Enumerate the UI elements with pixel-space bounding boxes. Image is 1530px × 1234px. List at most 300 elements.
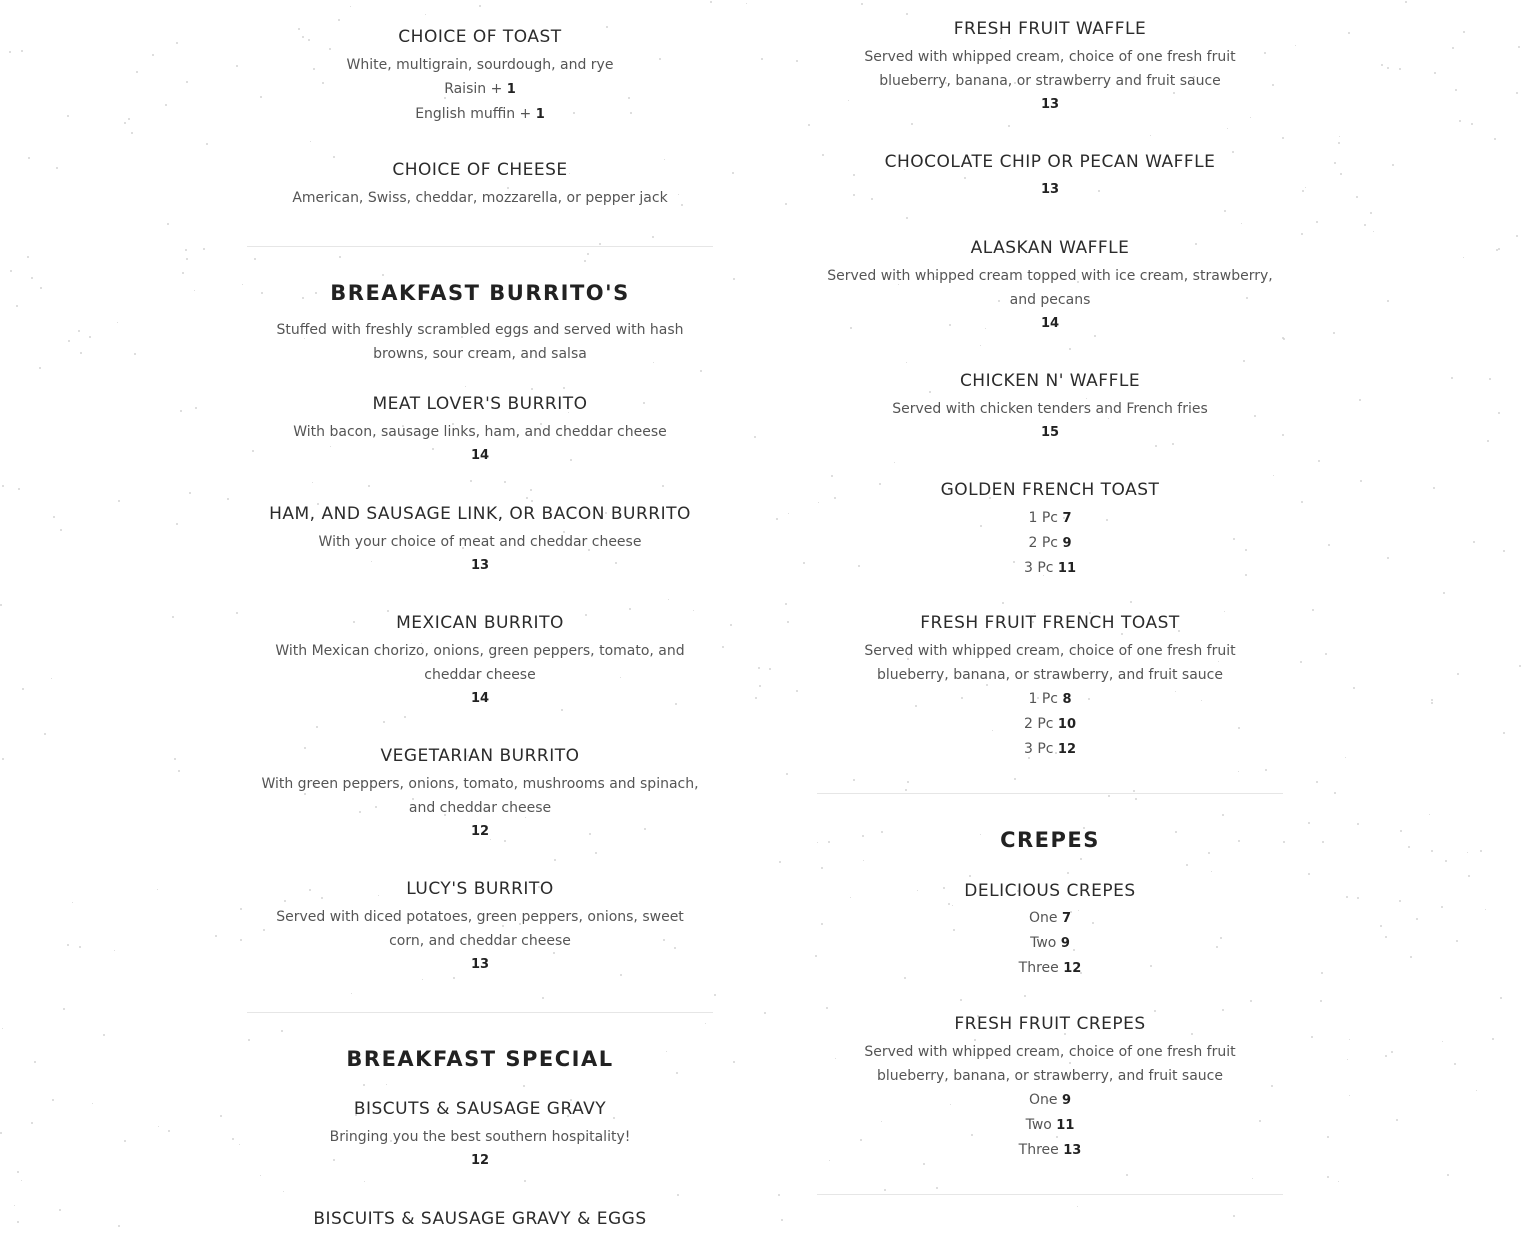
paper-speck bbox=[1338, 1181, 1339, 1182]
paper-speck bbox=[531, 388, 533, 390]
paper-speck bbox=[31, 277, 33, 279]
paper-speck bbox=[189, 492, 191, 494]
paper-speck bbox=[1503, 550, 1505, 552]
paper-speck bbox=[1311, 1036, 1313, 1038]
paper-speck bbox=[470, 480, 472, 482]
paper-speck bbox=[759, 685, 761, 687]
paper-speck bbox=[1208, 852, 1210, 854]
paper-speck bbox=[1250, 117, 1251, 118]
price: 10 bbox=[1057, 717, 1077, 732]
paper-speck bbox=[39, 367, 41, 369]
item-description: American, Swiss, cheddar, mozzarella, or pepper jack bbox=[292, 190, 668, 206]
paper-speck bbox=[239, 1144, 240, 1145]
paper-speck bbox=[884, 1189, 886, 1191]
paper-speck bbox=[526, 497, 528, 499]
paper-speck bbox=[1222, 1009, 1224, 1011]
section-divider bbox=[247, 246, 713, 247]
paper-speck bbox=[158, 1126, 159, 1127]
price: 7 bbox=[1061, 911, 1071, 926]
paper-speck bbox=[167, 223, 169, 225]
paper-speck bbox=[134, 353, 136, 355]
paper-speck bbox=[1339, 136, 1340, 137]
menu-item-chocolate-chip-pecan-waffle bbox=[817, 151, 1283, 202]
paper-speck bbox=[232, 1138, 234, 1140]
price: 9 bbox=[1061, 1093, 1071, 1108]
option-two: Two 11 bbox=[1025, 1117, 1075, 1133]
paper-speck bbox=[242, 284, 243, 285]
paper-speck bbox=[652, 236, 654, 238]
paper-speck bbox=[1327, 1136, 1329, 1138]
paper-speck bbox=[351, 993, 352, 994]
section-divider bbox=[817, 793, 1283, 794]
paper-speck bbox=[710, 1, 712, 3]
paper-speck bbox=[80, 352, 82, 354]
paper-speck bbox=[1301, 501, 1303, 503]
paper-speck bbox=[936, 1187, 938, 1189]
option-raisin: Raisin + 1 bbox=[444, 81, 516, 97]
paper-speck bbox=[176, 42, 178, 44]
paper-speck bbox=[761, 58, 763, 60]
paper-speck bbox=[584, 260, 586, 262]
paper-speck bbox=[1305, 187, 1306, 188]
paper-speck bbox=[826, 1007, 828, 1009]
item-title: VEGETARIAN BURRITO bbox=[380, 746, 580, 766]
paper-speck bbox=[1008, 125, 1010, 127]
item-description: Served with chicken tenders and French fries bbox=[892, 401, 1208, 417]
paper-speck bbox=[1519, 665, 1521, 667]
paper-speck bbox=[1238, 771, 1239, 772]
price: 12 bbox=[1063, 961, 1082, 976]
option-3-pc: 3 Pc 12 bbox=[1023, 741, 1077, 757]
paper-speck bbox=[1308, 822, 1310, 824]
paper-speck bbox=[700, 370, 702, 372]
paper-speck bbox=[714, 994, 716, 996]
paper-speck bbox=[22, 688, 24, 690]
item-title: FRESH FRUIT CREPES bbox=[954, 1014, 1146, 1034]
paper-speck bbox=[1454, 1063, 1456, 1065]
paper-speck bbox=[1431, 850, 1433, 852]
paper-speck bbox=[1387, 557, 1389, 559]
paper-speck bbox=[136, 71, 138, 73]
option-1-pc: 1 Pc 7 bbox=[1028, 510, 1072, 526]
paper-speck bbox=[1457, 673, 1459, 675]
option-three: Three 13 bbox=[1018, 1142, 1082, 1158]
paper-speck bbox=[1476, 1090, 1477, 1091]
paper-speck bbox=[1150, 135, 1151, 136]
paper-speck bbox=[1387, 67, 1389, 69]
paper-speck bbox=[215, 935, 217, 937]
item-title: LUCY'S BURRITO bbox=[406, 879, 554, 899]
paper-speck bbox=[1301, 233, 1303, 235]
paper-speck bbox=[422, 979, 423, 980]
paper-speck bbox=[808, 124, 810, 126]
paper-speck bbox=[220, 1115, 222, 1117]
item-title: MEAT LOVER'S BURRITO bbox=[372, 394, 588, 414]
paper-speck bbox=[1487, 440, 1489, 442]
paper-speck bbox=[1300, 661, 1302, 663]
paper-speck bbox=[1014, 778, 1016, 780]
menu-item-ham-sausage-bacon-burrito bbox=[247, 503, 713, 578]
paper-speck bbox=[248, 1039, 250, 1041]
paper-speck bbox=[524, 1180, 526, 1182]
paper-speck bbox=[118, 1225, 120, 1227]
item-description: Served with whipped cream, choice of one fresh fruit blueberry, banana, or strawberry, and fruit sauce bbox=[864, 1044, 1236, 1084]
paper-speck bbox=[969, 875, 971, 877]
paper-speck bbox=[53, 516, 55, 518]
paper-speck bbox=[1500, 997, 1502, 999]
paper-speck bbox=[1357, 897, 1359, 899]
paper-speck bbox=[1503, 732, 1505, 734]
item-description: Served with diced potatoes, green peppers, onions, sweet corn, and cheddar cheese bbox=[276, 909, 684, 949]
paper-speck bbox=[240, 908, 242, 910]
paper-speck bbox=[1316, 221, 1318, 223]
paper-speck bbox=[705, 1023, 706, 1024]
price: 13 bbox=[1063, 1143, 1082, 1158]
item-title: CHOICE OF TOAST bbox=[398, 27, 562, 47]
paper-speck bbox=[131, 132, 133, 134]
paper-speck bbox=[1243, 360, 1245, 362]
price: 13 bbox=[470, 957, 490, 972]
paper-speck bbox=[778, 1194, 780, 1196]
price: 13 bbox=[1040, 182, 1060, 197]
paper-speck bbox=[1364, 224, 1366, 226]
paper-speck bbox=[182, 272, 184, 274]
paper-speck bbox=[363, 1084, 365, 1086]
paper-speck bbox=[203, 248, 205, 250]
price: 8 bbox=[1062, 692, 1072, 707]
paper-speck bbox=[980, 345, 981, 346]
paper-speck bbox=[1516, 235, 1518, 237]
paper-speck bbox=[92, 1103, 93, 1104]
paper-speck bbox=[781, 1219, 783, 1221]
paper-speck bbox=[1405, 1, 1407, 3]
paper-speck bbox=[853, 779, 855, 781]
paper-speck bbox=[1224, 210, 1226, 212]
paper-speck bbox=[764, 1012, 766, 1014]
paper-speck bbox=[1489, 378, 1491, 380]
price: 9 bbox=[1060, 936, 1070, 951]
paper-speck bbox=[1445, 860, 1447, 862]
paper-speck bbox=[733, 1061, 735, 1063]
paper-speck bbox=[1385, 936, 1387, 938]
paper-speck bbox=[523, 1085, 525, 1087]
paper-speck bbox=[906, 217, 908, 219]
paper-speck bbox=[787, 621, 789, 623]
paper-speck bbox=[1346, 896, 1348, 898]
paper-speck bbox=[1468, 875, 1470, 877]
paper-speck bbox=[1154, 1010, 1156, 1012]
paper-speck bbox=[1356, 196, 1358, 198]
paper-speck bbox=[1455, 89, 1457, 91]
paper-speck bbox=[333, 156, 335, 158]
price: 11 bbox=[1057, 561, 1077, 576]
paper-speck bbox=[89, 336, 91, 338]
menu-item-delicious-crepes bbox=[817, 880, 1283, 981]
paper-speck bbox=[1349, 1039, 1350, 1040]
paper-speck bbox=[453, 977, 455, 979]
paper-speck bbox=[821, 867, 823, 869]
paper-speck bbox=[479, 5, 481, 7]
paper-speck bbox=[595, 852, 597, 854]
paper-speck bbox=[1067, 872, 1069, 874]
price: 14 bbox=[1040, 316, 1060, 331]
paper-speck bbox=[28, 157, 30, 159]
paper-speck bbox=[118, 500, 120, 502]
paper-speck bbox=[785, 603, 787, 605]
paper-speck bbox=[732, 172, 734, 174]
paper-speck bbox=[186, 258, 188, 260]
paper-speck bbox=[1456, 940, 1458, 942]
paper-speck bbox=[124, 122, 126, 124]
paper-speck bbox=[758, 667, 760, 669]
item-title: HAM, AND SAUSAGE LINK, OR BACON BURRITO bbox=[269, 504, 691, 524]
paper-speck bbox=[27, 256, 29, 258]
paper-speck bbox=[1473, 541, 1475, 543]
option-two: Two 9 bbox=[1030, 935, 1070, 951]
paper-speck bbox=[283, 1191, 284, 1192]
section-divider bbox=[247, 1012, 713, 1013]
paper-speck bbox=[1498, 248, 1500, 250]
paper-speck bbox=[722, 646, 724, 648]
paper-speck bbox=[114, 950, 115, 951]
paper-speck bbox=[1328, 544, 1330, 546]
section-title-crepes: CREPES bbox=[1000, 828, 1100, 852]
paper-speck bbox=[0, 604, 2, 606]
item-title: CHOCOLATE CHIP OR PECAN WAFFLE bbox=[884, 152, 1216, 172]
paper-speck bbox=[404, 716, 406, 718]
paper-speck bbox=[1241, 223, 1242, 224]
paper-speck bbox=[152, 54, 154, 56]
paper-speck bbox=[1338, 142, 1340, 144]
paper-speck bbox=[1186, 864, 1188, 866]
paper-speck bbox=[1492, 1038, 1494, 1040]
paper-speck bbox=[310, 141, 311, 142]
paper-speck bbox=[1416, 918, 1418, 920]
paper-speck bbox=[1516, 92, 1518, 94]
paper-speck bbox=[1334, 162, 1336, 164]
paper-speck bbox=[776, 518, 778, 520]
paper-speck bbox=[21, 1180, 22, 1181]
price: 15 bbox=[1040, 425, 1060, 440]
price: 13 bbox=[470, 558, 490, 573]
option-2-pc: 2 Pc 10 bbox=[1023, 716, 1077, 732]
paper-speck bbox=[236, 612, 238, 614]
paper-speck bbox=[18, 488, 20, 490]
paper-speck bbox=[769, 668, 771, 670]
paper-speck bbox=[1135, 798, 1137, 800]
item-description: With green peppers, onions, tomato, mushrooms and spinach, and cheddar cheese bbox=[261, 776, 699, 816]
paper-speck bbox=[79, 946, 81, 948]
paper-speck bbox=[386, 1084, 387, 1085]
paper-speck bbox=[1471, 123, 1473, 125]
paper-speck bbox=[905, 789, 907, 791]
paper-speck bbox=[78, 330, 80, 332]
item-title: BISCUITS & SAUSAGE GRAVY & EGGS bbox=[313, 1209, 647, 1229]
paper-speck bbox=[206, 143, 208, 145]
paper-speck bbox=[662, 485, 664, 487]
paper-speck bbox=[1360, 480, 1362, 482]
paper-speck bbox=[425, 14, 426, 15]
price: 1 bbox=[535, 107, 545, 122]
paper-speck bbox=[1327, 1176, 1329, 1178]
paper-speck bbox=[911, 123, 913, 125]
paper-speck bbox=[1387, 300, 1389, 302]
price: 12 bbox=[1057, 742, 1077, 757]
paper-speck bbox=[1222, 814, 1224, 816]
paper-speck bbox=[803, 562, 805, 564]
paper-speck bbox=[755, 697, 757, 699]
paper-speck bbox=[1518, 46, 1520, 48]
paper-speck bbox=[1211, 871, 1212, 872]
price: 9 bbox=[1062, 536, 1072, 551]
paper-speck bbox=[1429, 814, 1430, 815]
paper-speck bbox=[1322, 841, 1324, 843]
paper-speck bbox=[17, 1171, 19, 1173]
price: 14 bbox=[470, 448, 490, 463]
paper-speck bbox=[2, 758, 4, 760]
menu-item-choice-of-cheese bbox=[247, 159, 713, 210]
menu-item-golden-french-toast bbox=[817, 479, 1283, 581]
paper-speck bbox=[1349, 1095, 1350, 1096]
item-description: Bringing you the best southern hospitality! bbox=[329, 1129, 631, 1145]
paper-speck bbox=[1443, 592, 1445, 594]
paper-speck bbox=[1320, 1000, 1322, 1002]
paper-speck bbox=[2, 1028, 3, 1029]
item-description: Served with whipped cream, choice of one fresh fruit blueberry, banana, or strawberry and fruit sauce bbox=[864, 49, 1236, 89]
paper-speck bbox=[894, 462, 895, 463]
paper-speck bbox=[693, 610, 694, 611]
paper-speck bbox=[746, 3, 747, 4]
paper-speck bbox=[831, 475, 833, 477]
paper-speck bbox=[1359, 399, 1361, 401]
paper-speck bbox=[531, 500, 533, 502]
paper-speck bbox=[1316, 781, 1318, 783]
paper-speck bbox=[1452, 47, 1454, 49]
paper-speck bbox=[1442, 1041, 1443, 1042]
paper-speck bbox=[906, 13, 908, 15]
price: 12 bbox=[470, 1153, 490, 1168]
paper-speck bbox=[1273, 475, 1274, 476]
menu-item-choice-of-toast bbox=[247, 26, 713, 127]
paper-speck bbox=[923, 1163, 925, 1165]
paper-speck bbox=[677, 1194, 679, 1196]
paper-speck bbox=[176, 523, 178, 525]
paper-speck bbox=[1463, 31, 1465, 33]
paper-speck bbox=[668, 599, 669, 600]
paper-speck bbox=[1498, 412, 1500, 414]
paper-speck bbox=[1480, 850, 1482, 852]
paper-speck bbox=[368, 485, 370, 487]
paper-speck bbox=[312, 482, 313, 483]
paper-speck bbox=[676, 1072, 678, 1074]
paper-speck bbox=[40, 287, 42, 289]
paper-speck bbox=[51, 678, 52, 679]
paper-speck bbox=[128, 118, 130, 120]
paper-speck bbox=[168, 1130, 170, 1132]
paper-speck bbox=[1459, 120, 1461, 122]
paper-speck bbox=[1431, 699, 1433, 701]
item-description: Served with whipped cream, choice of one fresh fruit blueberry, banana, or strawberry, and fruit sauce bbox=[864, 643, 1236, 683]
paper-speck bbox=[1347, 1059, 1348, 1060]
menu-item-chicken-n-waffle bbox=[817, 370, 1283, 445]
paper-speck bbox=[504, 481, 506, 483]
paper-speck bbox=[1400, 830, 1402, 832]
paper-speck bbox=[338, 19, 340, 21]
paper-speck bbox=[178, 770, 180, 772]
paper-speck bbox=[254, 258, 256, 260]
paper-speck bbox=[59, 1209, 61, 1211]
paper-speck bbox=[17, 1221, 19, 1223]
paper-speck bbox=[1227, 128, 1228, 129]
item-title: CHICKEN N' WAFFLE bbox=[959, 371, 1141, 391]
paper-speck bbox=[34, 1061, 36, 1063]
item-title: FRESH FRUIT FRENCH TOAST bbox=[920, 613, 1180, 633]
paper-speck bbox=[1312, 609, 1314, 611]
paper-speck bbox=[339, 256, 341, 258]
paper-speck bbox=[1295, 45, 1296, 46]
price: 14 bbox=[470, 691, 490, 706]
price: 1 bbox=[506, 82, 516, 97]
paper-speck bbox=[124, 1140, 126, 1142]
paper-speck bbox=[172, 616, 174, 618]
paper-speck bbox=[227, 498, 229, 500]
paper-speck bbox=[56, 167, 58, 169]
item-title: CHOICE OF CHEESE bbox=[392, 160, 568, 180]
menu-item-fresh-fruit-french-toast bbox=[817, 612, 1283, 762]
paper-speck bbox=[1348, 32, 1350, 34]
paper-speck bbox=[67, 944, 69, 946]
paper-speck bbox=[785, 203, 787, 205]
paper-speck bbox=[186, 81, 188, 83]
paper-speck bbox=[165, 104, 167, 106]
paper-speck bbox=[754, 436, 756, 438]
paper-speck bbox=[1252, 1178, 1253, 1179]
paper-speck bbox=[1451, 377, 1453, 379]
paper-speck bbox=[52, 1099, 54, 1101]
paper-speck bbox=[1408, 846, 1410, 848]
paper-speck bbox=[1334, 792, 1336, 794]
item-description: Served with whipped cream topped with ice cream, strawberry, and pecans bbox=[827, 268, 1273, 308]
item-title: MEXICAN BURRITO bbox=[396, 613, 564, 633]
paper-speck bbox=[236, 65, 238, 67]
item-description: With bacon, sausage links, ham, and cheddar cheese bbox=[293, 424, 667, 440]
item-description: With your choice of meat and cheddar cheese bbox=[318, 534, 642, 550]
paper-speck bbox=[1283, 841, 1285, 843]
paper-speck bbox=[1380, 925, 1382, 927]
paper-speck bbox=[788, 513, 789, 514]
option-2-pc: 2 Pc 9 bbox=[1028, 535, 1072, 551]
option-3-pc: 3 Pc 11 bbox=[1023, 560, 1077, 576]
paper-speck bbox=[260, 1175, 261, 1176]
paper-speck bbox=[906, 362, 907, 363]
paper-speck bbox=[1308, 873, 1310, 875]
paper-speck bbox=[316, 726, 318, 728]
paper-speck bbox=[240, 939, 242, 941]
paper-speck bbox=[1002, 602, 1004, 604]
paper-speck bbox=[1392, 164, 1394, 166]
paper-speck bbox=[1126, 1174, 1128, 1176]
paper-speck bbox=[383, 721, 385, 723]
paper-speck bbox=[63, 1008, 65, 1010]
paper-speck bbox=[960, 999, 962, 1001]
section-title-breakfast-burritos: BREAKFAST BURRITO'S bbox=[330, 281, 630, 305]
section-intro: Stuffed with freshly scrambled eggs and served with hash browns, sour cream, and salsa bbox=[276, 322, 684, 362]
item-title: GOLDEN FRENCH TOAST bbox=[940, 480, 1160, 500]
paper-speck bbox=[1024, 995, 1026, 997]
item-title: ALASKAN WAFFLE bbox=[970, 238, 1130, 258]
paper-speck bbox=[1385, 1055, 1387, 1057]
paper-speck bbox=[530, 489, 532, 491]
